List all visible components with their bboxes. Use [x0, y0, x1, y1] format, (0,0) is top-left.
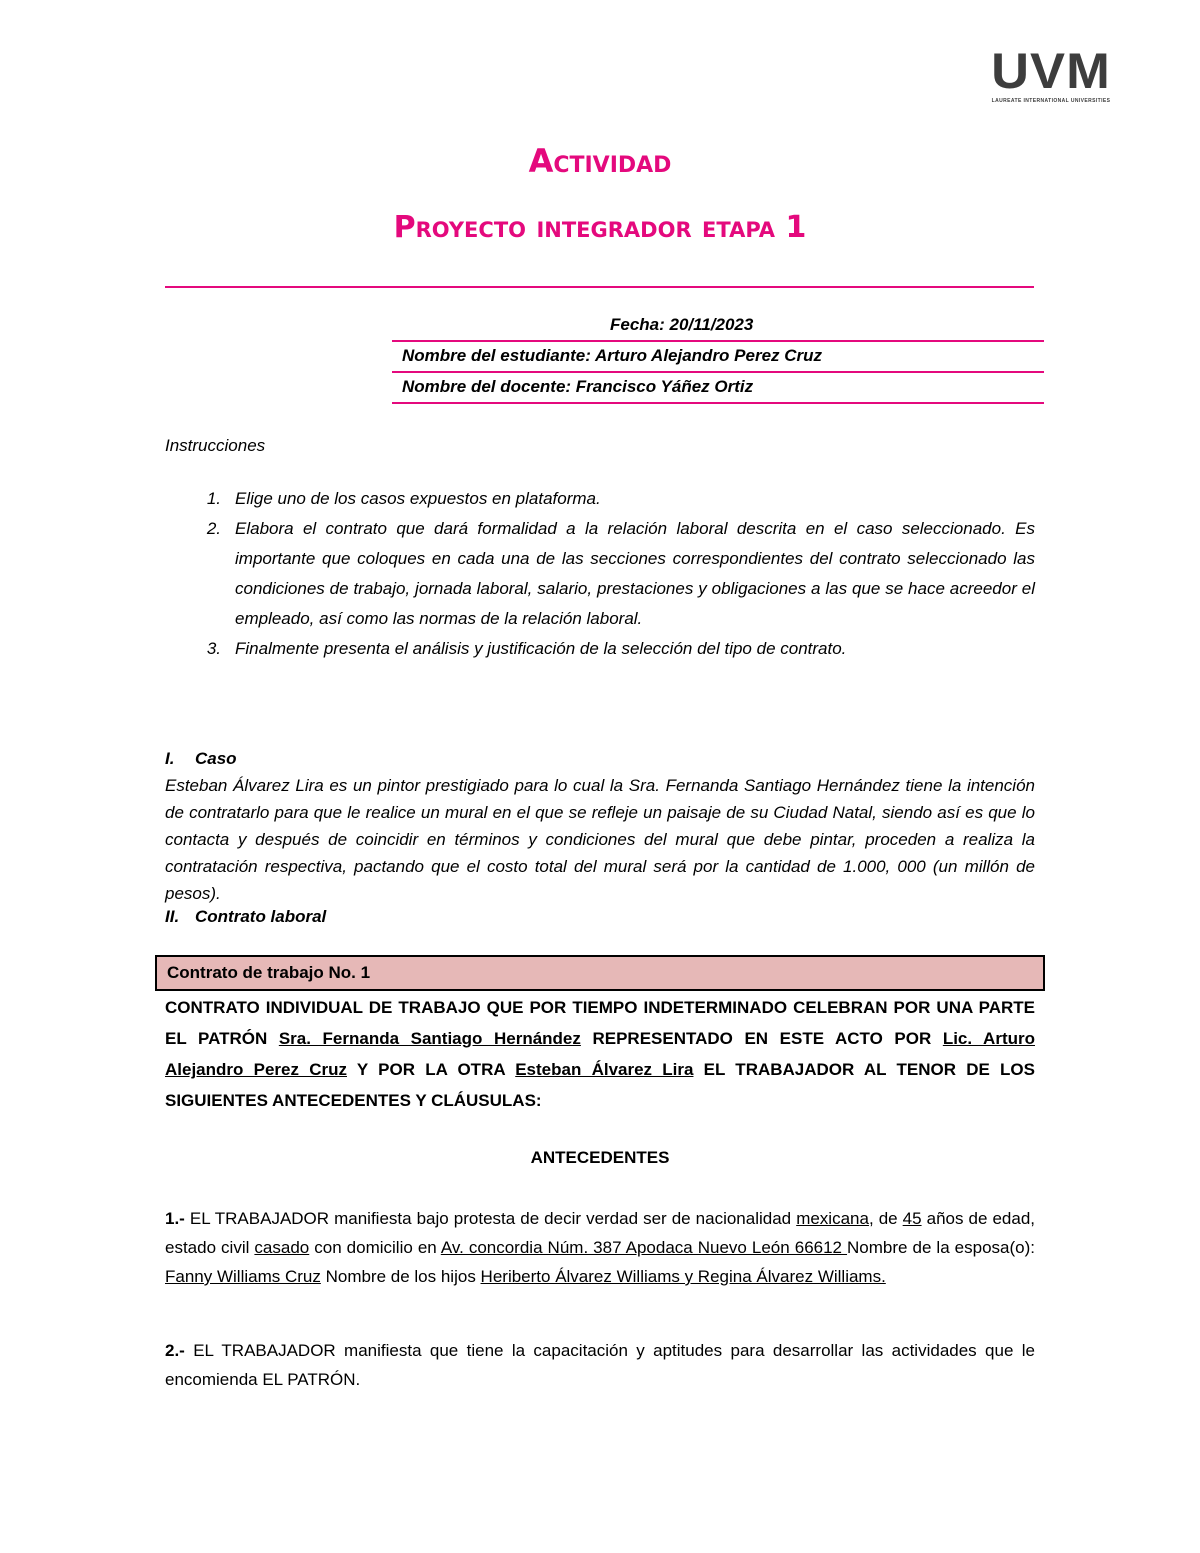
fecha-field: Fecha: 20/11/2023	[392, 311, 1044, 342]
logo-text: UVM	[991, 43, 1111, 99]
list-number: 1.	[206, 489, 221, 508]
estado-civil-value: casado	[254, 1238, 310, 1257]
hijos-value: Heriberto Álvarez Williams y Regina Álvarez Williams.	[480, 1267, 886, 1286]
contrato-title: Contrato laboral	[195, 907, 327, 926]
caso-title: Caso	[195, 749, 237, 768]
p2-text: EL TRABAJADOR manifiesta que tiene la capacitación y aptitudes para desarrollar las actividades que le encomienda EL PATRÓN.	[165, 1341, 1035, 1389]
antecedente-number: 2.-	[165, 1341, 185, 1360]
p1-text-d: con domicilio en	[309, 1238, 441, 1257]
uvm-logo	[988, 43, 1114, 104]
list-item	[165, 514, 1035, 634]
nacionalidad-value: mexicana	[796, 1209, 869, 1228]
caso-number: I.	[165, 749, 175, 768]
contract-title-box: Contrato de trabajo No. 1	[155, 955, 1045, 991]
list-text: Elabora el contrato que dará formalidad a la relación laboral descrita en el caso seleccionado. Es importante que coloques en cada una de las secciones correspondientes del contrato seleccionado las condiciones de trabajo, jornada laboral, salario, prestaciones y obligaciones a las que se hace acreedor el empleado, así como las normas de la relación laboral.	[235, 519, 1035, 628]
list-number: 3.	[206, 639, 221, 658]
docente-field: Nombre del docente: Francisco Yáñez Ortiz	[392, 373, 1044, 404]
antecedente-number: 1.-	[165, 1209, 185, 1228]
patron-name: Sra. Fernanda Santiago Hernández	[278, 1029, 581, 1048]
domicilio-value: Av. concordia Núm. 387 Apodaca Nuevo León 66612	[440, 1238, 848, 1257]
representante-name: Lic. Arturo Alejandro Perez Cruz	[165, 1029, 1035, 1079]
p1-text-c: años de edad, estado civil	[165, 1209, 1035, 1257]
p1-text-f: Nombre de los hijos	[320, 1267, 481, 1286]
estudiante-field: Nombre del estudiante: Arturo Alejandro Perez Cruz	[392, 342, 1044, 373]
p1-text-e: Nombre de la esposa(o):	[847, 1238, 1035, 1257]
list-item	[165, 484, 1035, 514]
edad-value: 45	[902, 1209, 922, 1228]
contract-head-a: CONTRATO INDIVIDUAL DE TRABAJO QUE POR TIEMPO INDETERMINADO CELEBRAN POR UNA PARTE EL PATRÓN	[165, 998, 1035, 1048]
title-actividad: Actividad	[528, 142, 672, 180]
list-item	[165, 634, 1035, 664]
caso-heading	[165, 749, 237, 769]
contrato-number: II.	[165, 907, 180, 926]
meta-block	[392, 311, 1044, 404]
list-text: Finalmente presenta el análisis y justificación de la selección del tipo de contrato.	[235, 639, 847, 658]
antecedente-2	[165, 1336, 1035, 1394]
contract-head-c: Y POR LA OTRA	[346, 1060, 516, 1079]
instructions-label: Instrucciones	[165, 436, 266, 455]
contract-head-b: REPRESENTADO EN ESTE ACTO POR	[580, 1029, 943, 1048]
p1-text-b: , de	[868, 1209, 903, 1228]
p1-text-a: EL TRABAJADOR manifiesta bajo protesta de decir verdad ser de nacionalidad	[184, 1209, 797, 1228]
title-proyecto: Proyecto integrador etapa 1	[393, 210, 807, 245]
caso-text: Esteban Álvarez Lira es un pintor prestigiado para lo cual la Sra. Fernanda Santiago Hernández tiene la intención de contratarlo para que le realice un mural en el que se refleje un paisaje de su Ciudad Natal, siendo así es que lo contacta y después de coincidir en términos y condiciones del mural que debe pintar, proceden a realiza la contratación respectiva, pactando que el costo total del mural será por la cantidad de 1.000, 000 (un millón de pesos).	[165, 776, 1035, 903]
title-divider	[165, 286, 1034, 288]
contrato-heading	[165, 907, 326, 927]
list-number: 2.	[206, 519, 221, 538]
esposa-value: Fanny Williams Cruz	[165, 1267, 321, 1286]
contract-heading	[165, 992, 1035, 1116]
logo-subtitle: LAUREATE INTERNATIONAL UNIVERSITIES	[991, 98, 1111, 104]
instructions-list	[165, 484, 1035, 664]
contract-head-d: EL TRABAJADOR AL TENOR DE LOS SIGUIENTES ANTECEDENTES Y CLÁUSULAS:	[165, 1060, 1035, 1110]
list-text: Elige uno de los casos expuestos en plataforma.	[235, 489, 601, 508]
antecedentes-heading: ANTECEDENTES	[530, 1148, 670, 1167]
trabajador-name: Esteban Álvarez Lira	[515, 1060, 694, 1079]
antecedente-1	[165, 1204, 1035, 1291]
